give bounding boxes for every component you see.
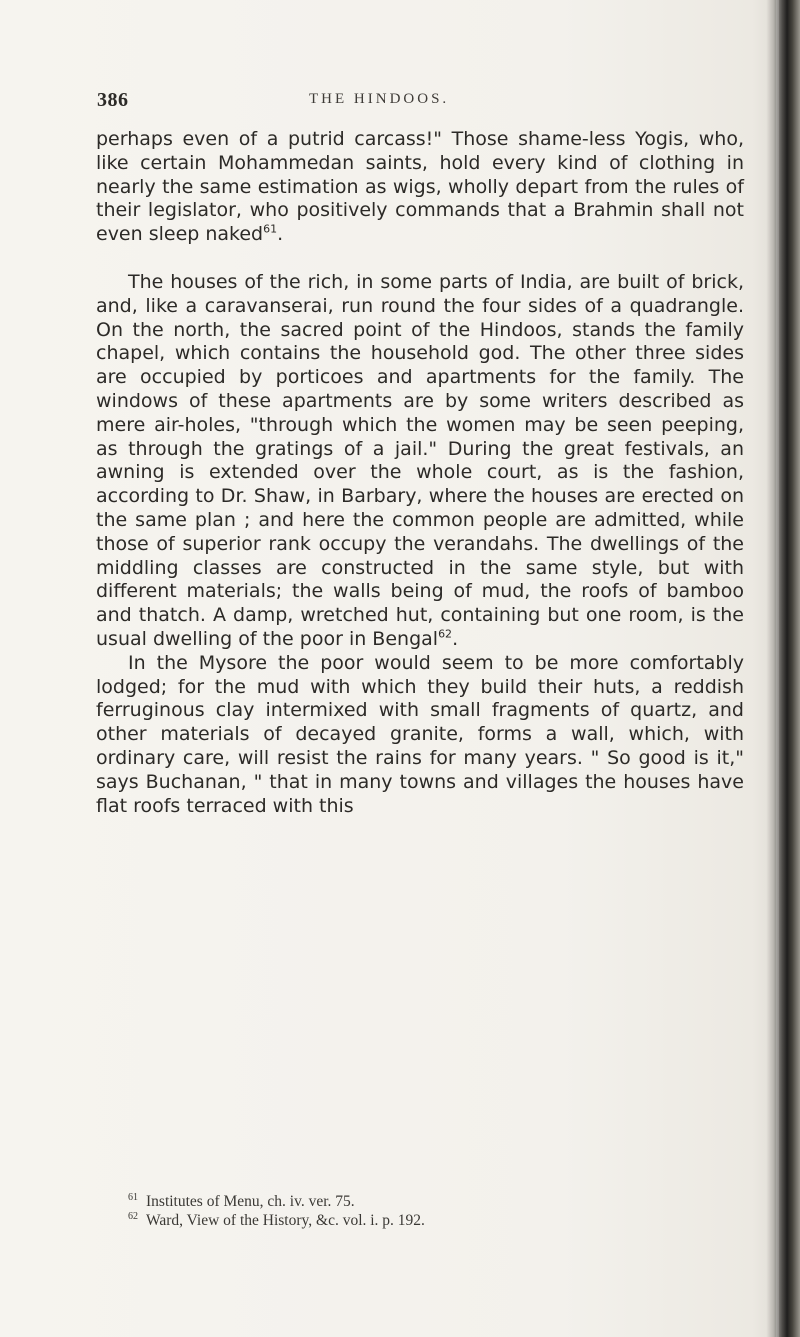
paragraph-2-end: . bbox=[452, 627, 459, 650]
paragraph-3: In the Mysore the poor would seem to be more comfortably lodged; for the mud with which they build their huts, a reddish ferruginous clay intermixed with small fragments of quartz, and other materials of decayed granite, forms a wall, which, with ordinary care, will resist the rains for many years. " So good is it," says Buchanan, " that in many towns and villages the houses have flat roofs terraced with this bbox=[96, 651, 744, 817]
paragraph-1-text: perhaps even of a putrid carcass!" Those shame-less Yogis, who, like certain Mohammedan saints, hold every kind of clothing in nearly the same estimation as wigs, wholly depart from the rules of their legislator, who positively commands that a Brahmin shall not even sleep naked bbox=[96, 128, 744, 246]
page-number: 386 bbox=[97, 89, 129, 111]
paragraph-1 bbox=[96, 128, 744, 247]
footnote-ref-62: 62 bbox=[438, 627, 453, 641]
page-header bbox=[97, 89, 737, 117]
footnote-text: Institutes of Menu, ch. iv. ver. 75. bbox=[146, 1193, 355, 1210]
paragraph-2 bbox=[96, 271, 744, 652]
footnote-text: Ward, View of the History, &c. vol. i. p. 192. bbox=[146, 1212, 425, 1229]
paragraph-gap bbox=[96, 247, 744, 271]
body-text bbox=[96, 128, 744, 818]
running-head: THE HINDOOS. bbox=[309, 91, 450, 107]
footnote-mark: 62 bbox=[128, 1210, 138, 1222]
footnotes bbox=[128, 1192, 748, 1230]
page-binding-edge bbox=[766, 0, 800, 1337]
paragraph-2-text: The houses of the rich, in some parts of India, are built of brick, and, like a caravanserai, run round the four sides of a quadrangle. On the north, the sacred point of the Hindoos, stands the family chapel, which contains the household god. The other three sides are occupied by porticoes and apartments for the family. The windows of these apartments are by some writers described as mere air-holes, "through which the women may be seen peeping, as through the gratings of a jail." During the great festivals, an awning is extended over the whole court, as is the fashion, according to Dr. Shaw, in Barbary, where the houses are erected on the same plan ; and here the common people are admitted, while those of superior rank occupy the verandahs. The dwellings of the middling classes are constructed in the same style, but with different materials; the walls being of mud, the roofs of bamboo and thatch. A damp, wretched hut, containing but one room, is the usual dwelling of the poor in Bengal bbox=[96, 270, 744, 650]
paragraph-1-end: . bbox=[277, 223, 284, 246]
footnote-ref-61: 61 bbox=[263, 222, 278, 236]
footnote-mark: 61 bbox=[128, 1191, 138, 1203]
footnote-61 bbox=[128, 1192, 748, 1211]
footnote-62 bbox=[128, 1211, 748, 1230]
